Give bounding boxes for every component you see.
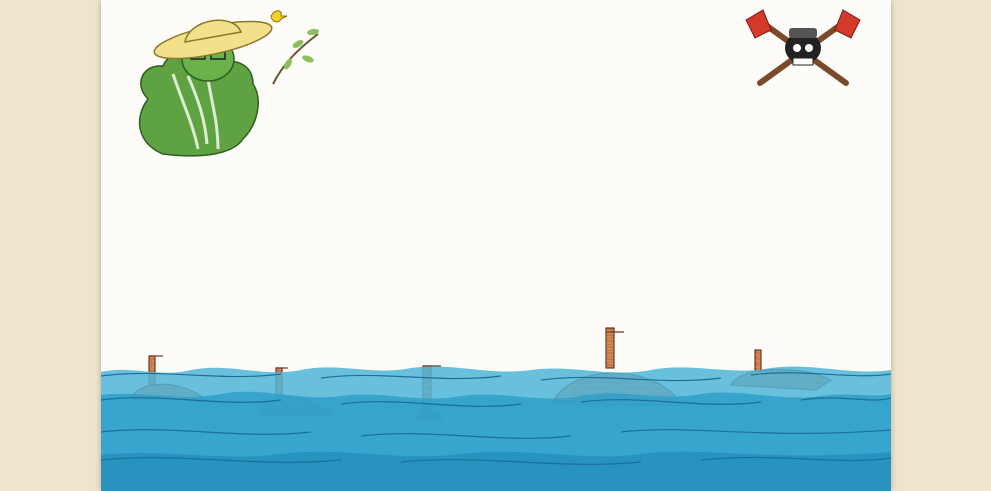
book-spread — [101, 0, 891, 491]
submarines-sea-illustration — [101, 320, 891, 491]
green-man-illustration — [123, 4, 323, 159]
crossed-axes-skull-icon — [741, 8, 865, 90]
